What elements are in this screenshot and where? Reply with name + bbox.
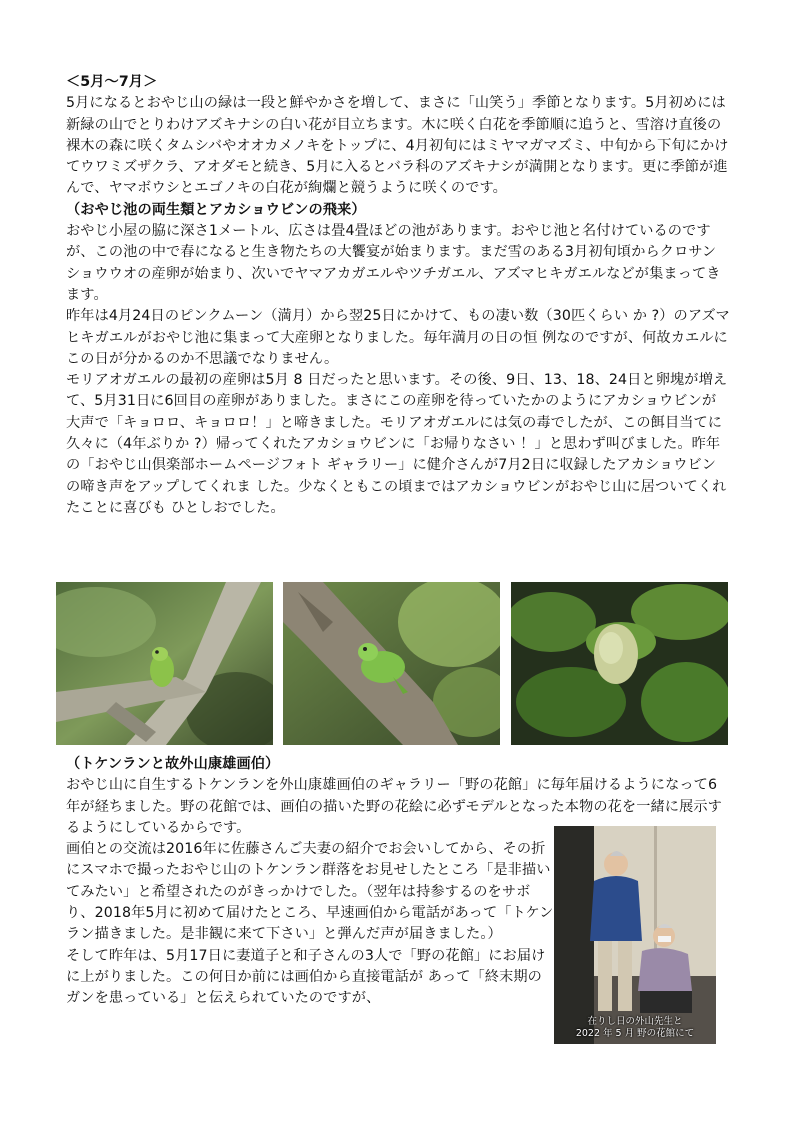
caption-line-1: 在りし日の外山先生と: [587, 1016, 683, 1027]
frog-photo-1: [56, 582, 273, 745]
photo-row: [56, 582, 728, 745]
portrait-photo: [554, 826, 716, 1044]
paragraph-mountain-flowers: 5月になるとおやじ山の緑は一段と鮮やかさを増して、まさに「山笑う」季節となります。5月初めには新緑の山でとりわけアズキナシの白い花が目立ちます。木に咲く白花を季節順に追うと、雪溶け直後の裸木の森に咲くタムシバやオオカメノキをトップに、4月初旬にはミヤマガマズミ、中旬から下旬にかけてウワミズザクラ、アオダモと続き、5月に入るとバラ科のアズキナシが満開となります。更に季節が進んで、ヤマボウシとエゴノキの白花が絢爛と競うように咲くのです。: [66, 95, 729, 197]
subheading-pond-amphibians: （おやじ池の両生類とアカショウビンの飛来）: [66, 201, 366, 218]
section-heading: ＜5月～7月＞: [66, 74, 158, 90]
foam-nest-photo: [511, 582, 728, 745]
paragraph-exchange: 画伯との交流は2016年に佐藤さんご夫妻の紹介でお会いしてから、その折にスマホで撮ったおやじ山のトケンラン群落をお見せしたところ「是非描いてみたい」と希望されたのがきっかけでした。（翌年は持参するのをサボり、2018年5月に初めて届けたところ、早速画伯から電話があって「トケンラン描きました。是非観に来て下さい」と弾んだ声が届きました。）: [66, 841, 554, 943]
paragraph-tree-frogs: モリアオガエルの最初の産卵は5月 8 日だったと思います。その後、9日、13、18、24日と卵塊が増えて、5月31日に6回目の産卵がありました。まさにこの産卵を待っていたかのようにアカショウビンが大声で「キョロロ、キョロロ！」と啼きました。モリアオガエルには気の毒でしたが、この餌目当てに久々に（4年ぶりか ?）帰ってくれたアカショウビンに「お帰りなさい ！」と思わず叫びました。昨年の「おやじ山倶楽部ホームページフォト ギャラリー」に健介さんが7月2日に収録したアカショウビンの啼き声をアップしてくれま した。少なくともこの頃まではアカショウビンがおやじ山に居ついてくれたことに喜びも ひとしおでした。: [66, 372, 728, 516]
paragraph-gallery: おやじ山に自生するトケンランを外山康雄画伯のギャラリー「野の花館」に毎年届けるようになって6年が経ちました。野の花館では、画伯の描いた野の花絵に必ずモデルとなった本物の花を一緒に展示するようにしているからです。: [66, 777, 722, 836]
frog-photo-2: [283, 582, 500, 745]
caption-line-2: 2022 年 5 月 野の花館にて: [575, 1028, 695, 1039]
paragraph-last-year: そして昨年は、5月17日に妻道子と和子さんの3人で「野の花館」にお届けに上がりました。この何日か前には画伯から直接電話が あって「終末期のガンを患っている」と伝えられていたのですが、: [66, 947, 546, 1007]
section-heading-tokenran: （トケンランと故外山康雄画伯）: [66, 756, 280, 772]
paragraph-toads: 昨年は4月24日のピンクムーン（満月）から翌25日にかけて、もの凄い数（30匹くらい か ?）のアズマヒキガエルがおやじ池に集まって大産卵となりました。毎年満月の日の恒 例なのですが、何故カエルにこの日が分かるのか不思議でなりません。: [66, 308, 730, 367]
section-may-july: [66, 72, 730, 519]
portrait-caption: [554, 1016, 716, 1040]
paragraph-pond: おやじ小屋の脇に深さ1メートル、広さは畳4畳ほどの池があります。おやじ池と名付けているのですが、この池の中で春になると生き物たちの大饗宴が始まります。まだ雪のある3月初旬頃からクロサンショウウオの産卵が始まり、次いでヤマアカガエルやツチガエル、アズマヒキガエルなどが集まってきます。: [66, 223, 721, 303]
